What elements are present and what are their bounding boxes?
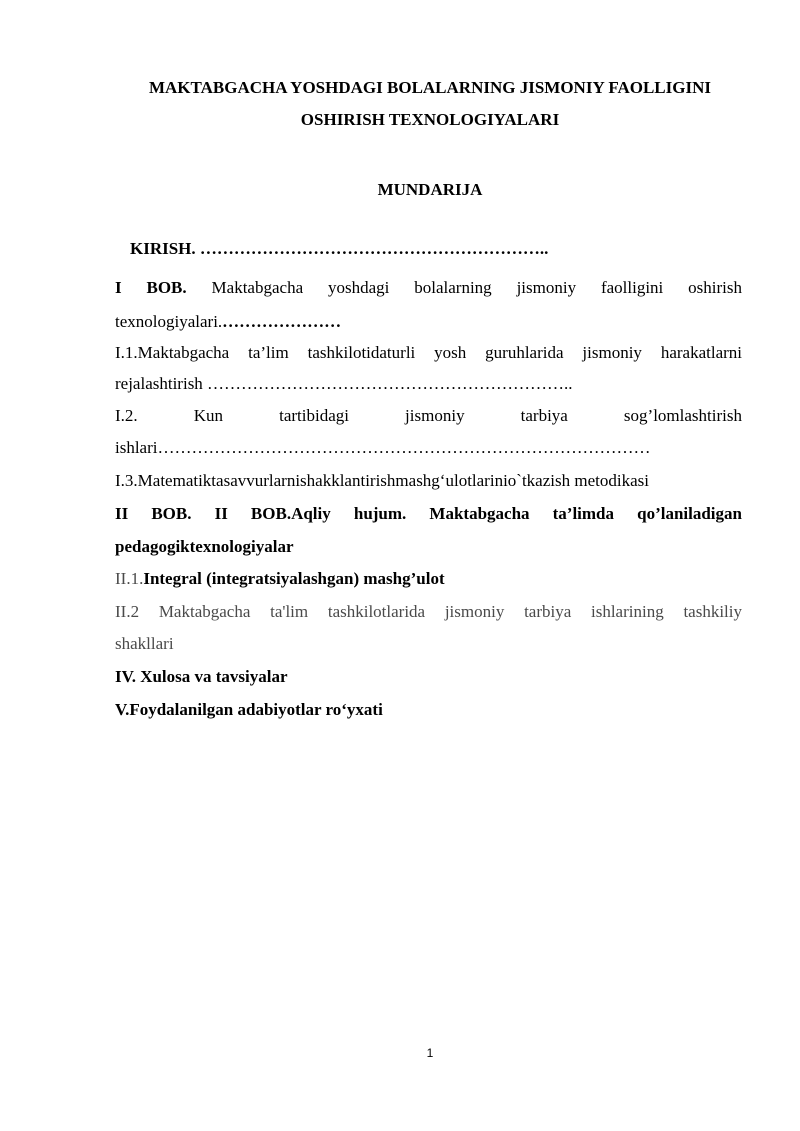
toc-entry-bob1-label: I BOB. (115, 278, 187, 297)
document-title-line-1: MAKTABGACHA YOSHDAGI BOLALARNING JISMONIY FAOLLIGINI (148, 78, 711, 97)
toc-entry-1-1-line2: rejalashtirish ……………………………………………………….. (115, 374, 573, 393)
toc-entry-2-1-prefix: II.1. (115, 569, 144, 588)
toc-entry-bob1-text-2: texnologiyalari. (115, 312, 223, 331)
toc-entry-1-3: I.3.Matematiktasavvurlarnishakklantirishmashg‘ulotlarinio`tkazish metodikasi (115, 471, 649, 490)
toc-entry-xulosa: IV. Xulosa va tavsiyalar (115, 667, 288, 686)
toc-entry-2-2-prefix: II.2 (115, 602, 140, 621)
page-number: 1 (426, 1046, 434, 1060)
toc-entry-1-1-line1: I.1.Maktabgacha ta’lim tashkilotidaturli yosh guruhlarida jismoniy harakatlarni (115, 343, 742, 362)
toc-entry-adabiyot: V.Foydalanilgan adabiyotlar ro‘yxati (115, 700, 383, 719)
toc-entry-2-2-text: Maktabgacha ta'lim tashkilotlarida jismoniy tarbiya ishlarining tashkiliy (158, 602, 742, 621)
toc-entry-1-2-line2: ishlari…………………………………………………………………………… (115, 438, 651, 457)
toc-entry-2-2-line1 (115, 601, 742, 623)
toc-entry-2-1 (115, 568, 742, 590)
toc-entry-2-2-line2: shakllari (115, 634, 174, 653)
toc-heading: MUNDARIJA (377, 180, 483, 199)
document-title-line-2: OSHIRISH TEXNOLOGIYALARI (300, 110, 560, 129)
toc-entry-bob1-text: Maktabgacha yoshdagi bolalarning jismoniy faolligini oshirish (211, 278, 742, 297)
toc-entry-kirish: KIRISH. …………………………………………………….. (130, 239, 549, 258)
toc-entry-bob2-line1: II BOB. II BOB.Aqliy hujum. Maktabgacha ta’limda qo’laniladigan (115, 504, 742, 523)
toc-entry-bob1-line2 (115, 311, 742, 333)
toc-entry-1-2-line1: I.2. Kun tartibidagi jismoniy tarbiya sog’lomlashtirish (115, 406, 742, 425)
toc-entry-bob2-line2: pedagogiktexnologiyalar (115, 537, 294, 556)
toc-entry-bob1-dots: ………………… (222, 312, 342, 331)
toc-entry-bob1-line1 (115, 277, 742, 299)
toc-entry-2-1-text: Integral (integratsiyalashgan) mashg’ulot (143, 569, 445, 588)
